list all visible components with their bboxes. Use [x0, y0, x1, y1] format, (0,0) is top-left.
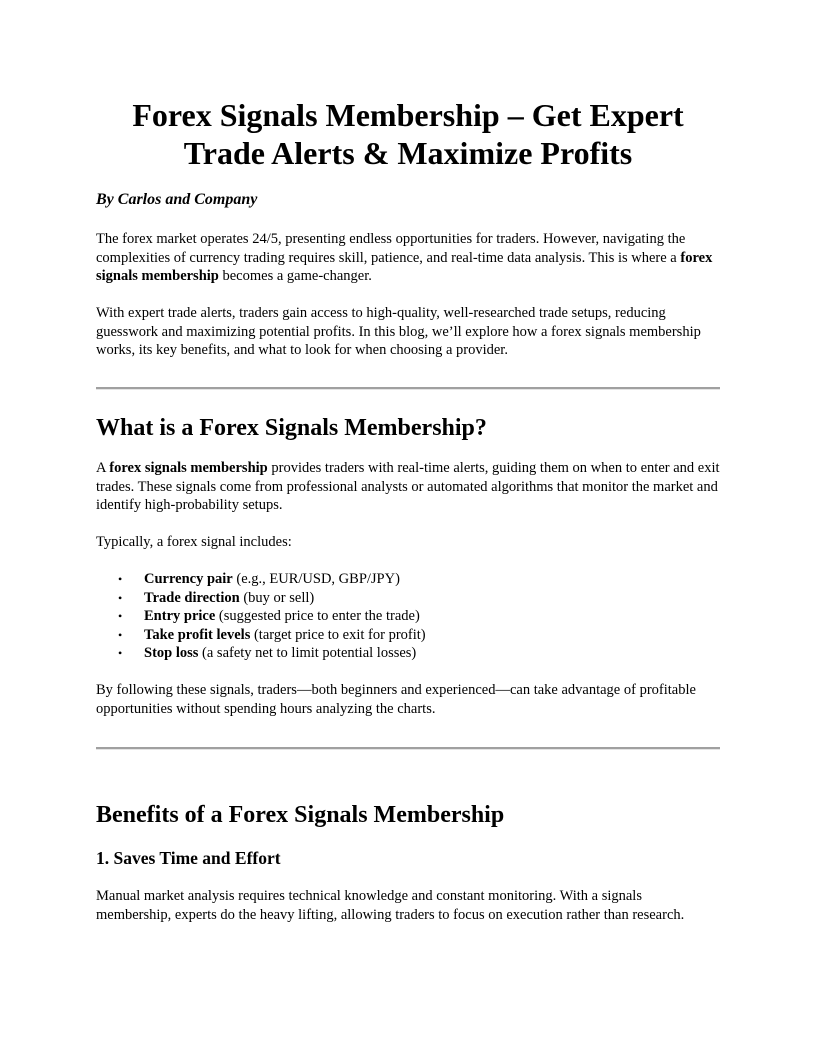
horizontal-rule: [96, 387, 720, 390]
s1-p1-bold: forex signals membership: [109, 460, 268, 476]
list-item: [96, 570, 426, 589]
section1-paragraph-2: Typically, a forex signal includes:: [96, 534, 292, 550]
bullet-glyph: •: [118, 646, 123, 660]
intro-p1-text-a: The forex market operates 24/5, presenting endless opportunities for traders. However, navigating the complexities of currency trading requires skill, patience, and real-time data analysis. This is where a: [96, 231, 686, 266]
intro-p1-text-b: becomes a game-changer.: [218, 268, 372, 284]
list-item-desc: (suggested price to enter the trade): [215, 608, 420, 624]
horizontal-rule: [96, 747, 720, 750]
signal-components-list: [96, 570, 426, 663]
list-item-desc: (buy or sell): [239, 589, 315, 606]
list-item-desc: (e.g., EUR/USD, GBP/JPY): [232, 571, 400, 587]
section-heading-benefits: Benefits of a Forex Signals Membership: [96, 802, 505, 828]
bullet-glyph: •: [118, 627, 123, 642]
bullet-glyph: •: [118, 590, 123, 605]
list-item: [96, 589, 426, 608]
intro-paragraph-2: With expert trade alerts, traders gain access to high-quality, well-researched trade setups, reducing guesswork and maximizing potential profits. In this blog, we’ll explore how a forex signals membership works, its key benefits, and what to look for when choosing a provider.: [96, 305, 701, 358]
intro-p1-bold: forex signals membership: [96, 249, 713, 284]
bullet-glyph: •: [118, 609, 123, 623]
document-title: Forex Signals Membership – Get Expert Trade Alerts & Maximize Profits: [132, 97, 684, 171]
section1-paragraph-1: [96, 459, 720, 515]
list-item: [96, 607, 426, 626]
intro-paragraph-1: [96, 230, 720, 286]
list-item-term: Entry price: [144, 608, 216, 624]
section-heading-what-is: What is a Forex Signals Membership?: [96, 415, 487, 441]
list-item: [96, 626, 426, 645]
list-item-term: Trade direction: [144, 589, 240, 606]
byline: By Carlos and Company: [96, 191, 258, 208]
subheading-saves-time: 1. Saves Time and Effort: [96, 848, 281, 868]
s1-p1-text-b: provides traders with real-time alerts, guiding them on when to enter and exit trades. These signals come from professional analysts or automated algorithms that monitor the market and identify high-probability setups.: [96, 460, 720, 513]
benefit-1-paragraph: Manual market analysis requires technical knowledge and constant monitoring. With a signals membership, experts do the heavy lifting, allowing traders to focus on execution rather than research.: [96, 888, 685, 923]
list-item-term: Currency pair: [144, 571, 233, 587]
section1-paragraph-3: By following these signals, traders—both beginners and experienced—can take advantage of profitable opportunities without spending hours analyzing the charts.: [96, 682, 696, 717]
list-item-term: Take profit levels: [144, 626, 251, 643]
bullet-glyph: •: [118, 572, 123, 586]
list-item: [96, 644, 426, 663]
s1-p1-text-a: A: [96, 460, 110, 476]
list-item-desc: (target price to exit for profit): [250, 626, 426, 643]
list-item-desc: (a safety net to limit potential losses): [198, 645, 417, 661]
list-item-term: Stop loss: [144, 645, 199, 661]
